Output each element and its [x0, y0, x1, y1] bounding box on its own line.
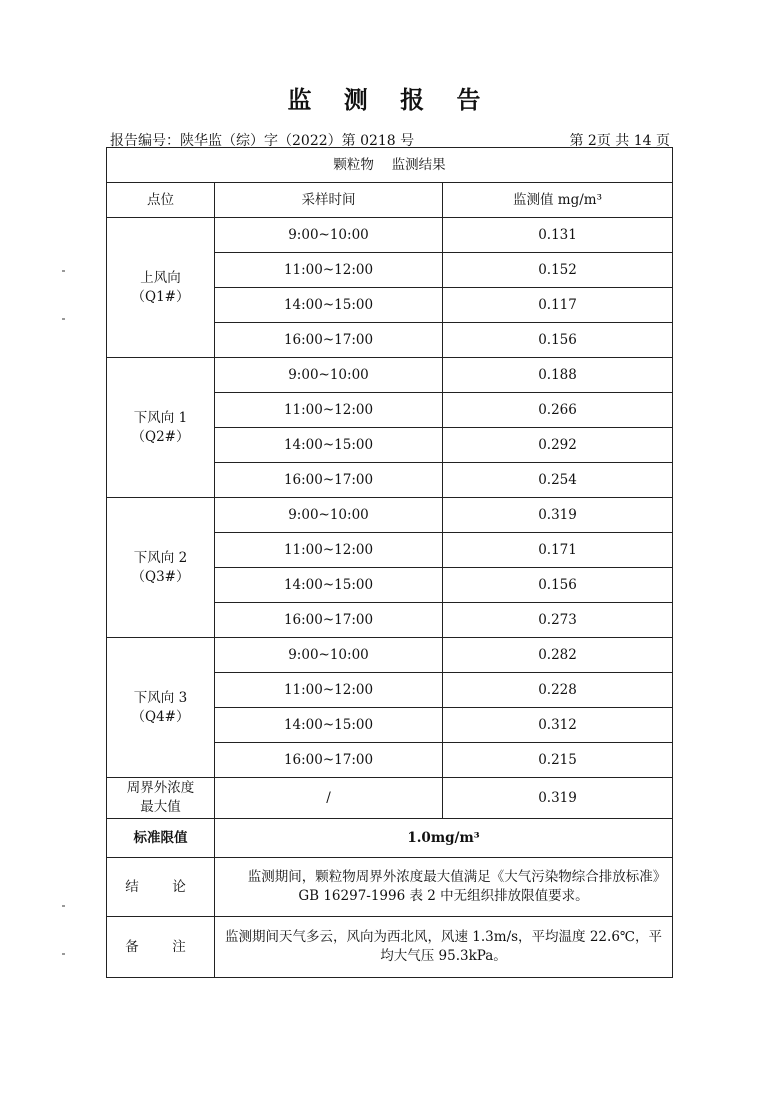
table-row — [107, 358, 673, 393]
report-title: 监 测 报 告 — [287, 85, 493, 114]
location-code: （Q1#） — [131, 288, 190, 305]
table-caption-row — [107, 148, 673, 183]
location-code: （Q2#） — [131, 428, 190, 445]
time-cell: 14:00~15:00 — [215, 568, 443, 603]
location-name: 下风向 2 — [133, 549, 188, 566]
location-name: 下风向 3 — [133, 689, 188, 706]
value-cell: 0.215 — [443, 743, 673, 778]
value-cell: 0.292 — [443, 428, 673, 463]
limit-value: 1.0mg/m³ — [215, 819, 673, 858]
note-row — [107, 917, 673, 978]
report-number: 报告编号：陕华监（综）字（2022）第 0218 号 — [110, 133, 415, 149]
column-header-time: 采样时间 — [215, 183, 443, 218]
time-cell: 14:00~15:00 — [215, 708, 443, 743]
value-cell: 0.152 — [443, 253, 673, 288]
max-label-cell — [107, 778, 215, 819]
value-cell: 0.266 — [443, 393, 673, 428]
value-cell: 0.131 — [443, 218, 673, 253]
note-label: 备 注 — [107, 917, 215, 978]
column-header-value: 监测值 mg/m³ — [443, 183, 673, 218]
conclusion-text: 监测期间，颗粒物周界外浓度最大值满足《大气污染物综合排放标准》GB 16297-1996 表 2 中无组织排放限值要求。 — [215, 858, 673, 917]
time-cell: 9:00~10:00 — [215, 638, 443, 673]
max-label-line1: 周界外浓度 — [126, 780, 195, 796]
location-cell — [107, 498, 215, 638]
time-cell: 9:00~10:00 — [215, 218, 443, 253]
max-label-line2: 最大值 — [140, 799, 181, 815]
scan-speck — [62, 318, 65, 320]
location-cell — [107, 218, 215, 358]
value-cell: 0.171 — [443, 533, 673, 568]
page-info: 第 2页 共 14 页 — [569, 133, 670, 149]
value-cell: 0.156 — [443, 568, 673, 603]
scan-speck — [62, 953, 65, 955]
standard-limit-row — [107, 819, 673, 858]
time-cell: 9:00~10:00 — [215, 358, 443, 393]
location-cell — [107, 358, 215, 498]
value-cell: 0.312 — [443, 708, 673, 743]
table-header-row — [107, 183, 673, 218]
value-cell: 0.228 — [443, 673, 673, 708]
value-cell: 0.188 — [443, 358, 673, 393]
time-cell: 16:00~17:00 — [215, 603, 443, 638]
monitoring-results-table — [106, 147, 673, 978]
time-cell: 16:00~17:00 — [215, 323, 443, 358]
max-time-cell: / — [215, 778, 443, 819]
conclusion-row — [107, 858, 673, 917]
value-cell: 0.254 — [443, 463, 673, 498]
time-cell: 11:00~12:00 — [215, 673, 443, 708]
time-cell: 16:00~17:00 — [215, 463, 443, 498]
conclusion-label: 结 论 — [107, 858, 215, 917]
location-code: （Q4#） — [131, 708, 190, 725]
value-cell: 0.282 — [443, 638, 673, 673]
table-row — [107, 218, 673, 253]
value-cell: 0.117 — [443, 288, 673, 323]
value-cell: 0.156 — [443, 323, 673, 358]
time-cell: 14:00~15:00 — [215, 428, 443, 463]
value-cell: 0.319 — [443, 498, 673, 533]
scan-speck — [62, 905, 65, 907]
location-name: 下风向 1 — [133, 409, 188, 426]
time-cell: 9:00~10:00 — [215, 498, 443, 533]
table-row — [107, 498, 673, 533]
limit-label: 标准限值 — [107, 819, 215, 858]
location-name: 上风向 — [140, 269, 181, 286]
location-cell — [107, 638, 215, 778]
note-text: 监测期间天气多云，风向为西北风，风速 1.3m/s，平均温度 22.6℃，平均大气压 95.3kPa。 — [215, 917, 673, 978]
scan-speck — [62, 270, 65, 272]
table-caption: 颗粒物 监测结果 — [107, 148, 673, 183]
time-cell: 16:00~17:00 — [215, 743, 443, 778]
value-cell: 0.273 — [443, 603, 673, 638]
time-cell: 11:00~12:00 — [215, 393, 443, 428]
max-value-cell: 0.319 — [443, 778, 673, 819]
max-concentration-row — [107, 778, 673, 819]
time-cell: 14:00~15:00 — [215, 288, 443, 323]
location-code: （Q3#） — [131, 568, 190, 585]
table-row — [107, 638, 673, 673]
time-cell: 11:00~12:00 — [215, 533, 443, 568]
time-cell: 11:00~12:00 — [215, 253, 443, 288]
column-header-location: 点位 — [107, 183, 215, 218]
